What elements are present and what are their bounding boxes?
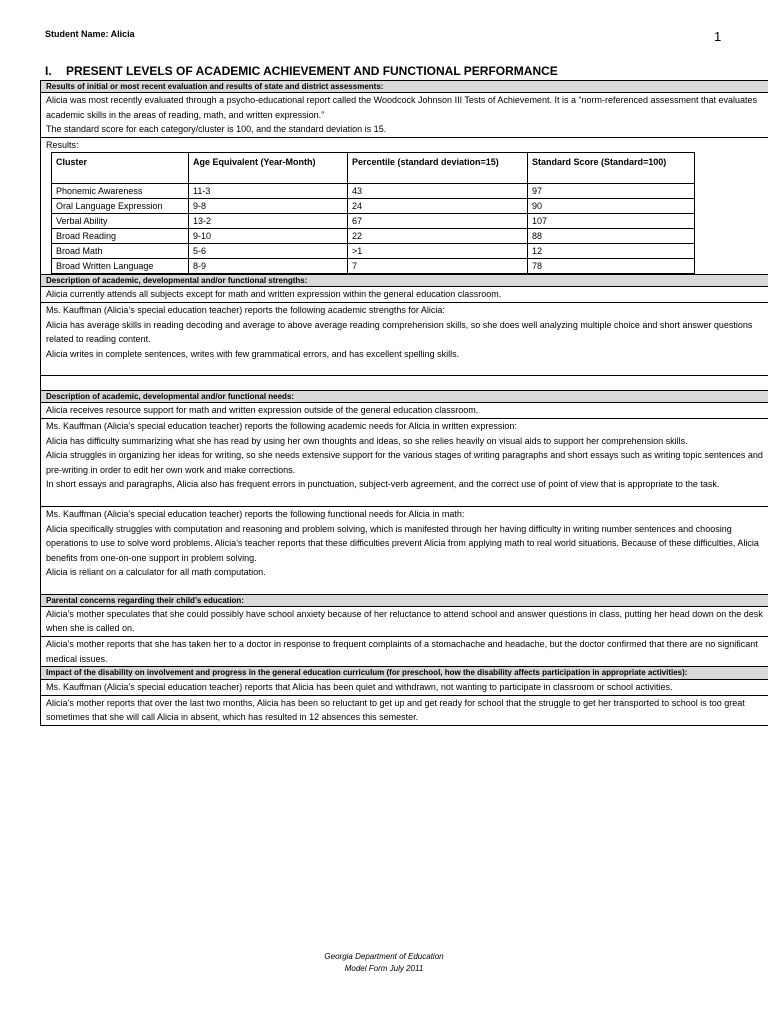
blank-row xyxy=(41,376,768,391)
table-row xyxy=(52,199,695,214)
table-cell: 7 xyxy=(348,259,528,274)
table-cell: 97 xyxy=(528,184,695,199)
table-cell: 8-9 xyxy=(189,259,348,274)
table-row xyxy=(52,244,695,259)
scores-table xyxy=(51,152,695,274)
needs-writing xyxy=(41,419,768,507)
table-cell: 22 xyxy=(348,229,528,244)
column-header: Age Equivalent (Year-Month) xyxy=(189,153,348,184)
strengths-line: Ms. Kauffman (Alicia’s special education teacher) reports the following academic strengths for Alicia: xyxy=(46,304,445,315)
column-header: Standard Score (Standard=100) xyxy=(528,153,695,184)
parental-row-2: Alicia’s mother reports that she has taken her to a doctor in response to frequent complaints of a stomachache and headache, but the doctor confirmed that there are no significant medical issues. xyxy=(41,637,768,667)
table-cell: Broad Written Language xyxy=(52,259,189,274)
needs-math xyxy=(41,507,768,595)
strengths-heading: Description of academic, developmental and/or functional strengths: xyxy=(41,275,768,287)
table-cell: 9-10 xyxy=(189,229,348,244)
present-levels-form xyxy=(40,80,768,726)
table-cell: 90 xyxy=(528,199,695,214)
table-cell: Phonemic Awareness xyxy=(52,184,189,199)
needs-line: Alicia has difficulty summarizing what she has read by using her own thoughts and ideas, so she relies heavily on visual aids to support her comprehension skills. xyxy=(46,435,688,446)
table-cell: Broad Reading xyxy=(52,229,189,244)
footer-line-1: Georgia Department of Education xyxy=(324,952,444,961)
needs-line: Ms. Kauffman (Alicia’s special education teacher) reports the following academic needs for Alicia in written expression: xyxy=(46,420,517,431)
column-header: Percentile (standard deviation=15) xyxy=(348,153,528,184)
table-cell: 9-8 xyxy=(189,199,348,214)
strengths-row-1: Alicia currently attends all subjects except for math and written expression within the general education classroom. xyxy=(41,287,768,303)
table-cell: >1 xyxy=(348,244,528,259)
needs-line: Alicia is reliant on a calculator for all math computation. xyxy=(46,567,266,578)
page-footer xyxy=(0,951,768,975)
table-cell: 24 xyxy=(348,199,528,214)
needs-line: In short essays and paragraphs, Alicia also has frequent errors in punctuation, subject-verb agreement, and the correct use of point of view that is appropriate to the task. xyxy=(46,479,720,490)
table-cell: Verbal Ability xyxy=(52,214,189,229)
evaluation-description xyxy=(41,93,768,138)
table-cell: 107 xyxy=(528,214,695,229)
strengths-details xyxy=(41,303,768,376)
table-cell: 5-6 xyxy=(189,244,348,259)
evaluation-heading: Results of initial or most recent evaluation and results of state and district assessments: xyxy=(41,81,768,93)
table-row xyxy=(52,229,695,244)
student-name: Student Name: Alicia xyxy=(45,29,135,39)
table-row xyxy=(52,259,695,274)
evaluation-text-2: The standard score for each category/cluster is 100, and the standard deviation is 15. xyxy=(46,124,387,135)
table-row xyxy=(52,214,695,229)
parental-row-1: Alicia’s mother speculates that she could possibly have school anxiety because of her reluctance to attend school and answer questions in class, putting her head down on the desk when she is called on. xyxy=(41,607,768,637)
table-cell: 43 xyxy=(348,184,528,199)
results-label: Results: xyxy=(46,139,79,150)
table-cell: 13-2 xyxy=(189,214,348,229)
table-cell: 78 xyxy=(528,259,695,274)
table-cell: 12 xyxy=(528,244,695,259)
evaluation-text-1: Alicia was most recently evaluated through a psycho-educational report called the Woodcock Johnson III Tests of Achievement. It is a “norm-referenced assessment that evaluates academic skills in the areas of reading, math, and written expression.” xyxy=(46,95,758,120)
strengths-line: Alicia writes in complete sentences, writes with few grammatical errors, and has excellent spelling skills. xyxy=(46,348,460,359)
column-header: Cluster xyxy=(52,153,189,184)
table-row xyxy=(52,184,695,199)
strengths-line: Alicia has average skills in reading decoding and average to above average reading comprehension skills, so she does well analyzing multiple choice and short answer questions related to reading content. xyxy=(46,319,753,345)
impact-heading: Impact of the disability on involvement and progress in the general education curriculum (for preschool, how the disability affects participation in appropriate activities): xyxy=(41,667,768,680)
table-cell: Oral Language Expression xyxy=(52,199,189,214)
needs-line: Ms. Kauffman (Alicia’s special education teacher) reports the following functional needs for Alicia in math: xyxy=(46,508,465,519)
section-heading xyxy=(45,64,558,78)
parental-heading: Parental concerns regarding their child’s education: xyxy=(41,595,768,607)
table-cell: 67 xyxy=(348,214,528,229)
results-section xyxy=(41,138,768,276)
impact-row-2: Alicia’s mother reports that over the last two months, Alicia has been so reluctant to get up and get ready for school that the struggle to get her transported to school is too great sometimes that she will call Alicia in absent, which has resulted in 12 absences this semester. xyxy=(41,696,768,726)
section-title: PRESENT LEVELS OF ACADEMIC ACHIEVEMENT AND FUNCTIONAL PERFORMANCE xyxy=(66,64,558,78)
table-cell: Broad Math xyxy=(52,244,189,259)
scores-table-header xyxy=(52,153,695,184)
needs-line: Alicia struggles in organizing her ideas for writing, so she needs extensive support for the various stages of writing paragraphs and short essays such as writing topic sentences and pre-writing in order to edit her own work and make corrections. xyxy=(46,450,763,475)
footer-line-2: Model Form July 2011 xyxy=(344,964,424,973)
table-cell: 88 xyxy=(528,229,695,244)
impact-row-1: Ms. Kauffman (Alicia’s special education teacher) reports that Alicia has been quiet and withdrawn, not wanting to participate in classroom or school activities. xyxy=(41,680,768,696)
needs-row-1: Alicia receives resource support for math and written expression outside of the general education classroom. xyxy=(41,403,768,419)
section-number: I. xyxy=(45,64,52,78)
needs-line: Alicia specifically struggles with computation and reasoning and problem solving, which is manifested through her having difficulty in writing number sentences and choosing operations to use to solve word problems. Alicia’s teacher reports that these difficulties prevent Alicia from applying math to real world situations. Because of these difficulties, Alicia benefits from one-on-one support in problem solving. xyxy=(46,523,759,563)
page-number: 1 xyxy=(714,29,722,44)
table-cell: 11-3 xyxy=(189,184,348,199)
needs-heading: Description of academic, developmental and/or functional needs: xyxy=(41,391,768,403)
